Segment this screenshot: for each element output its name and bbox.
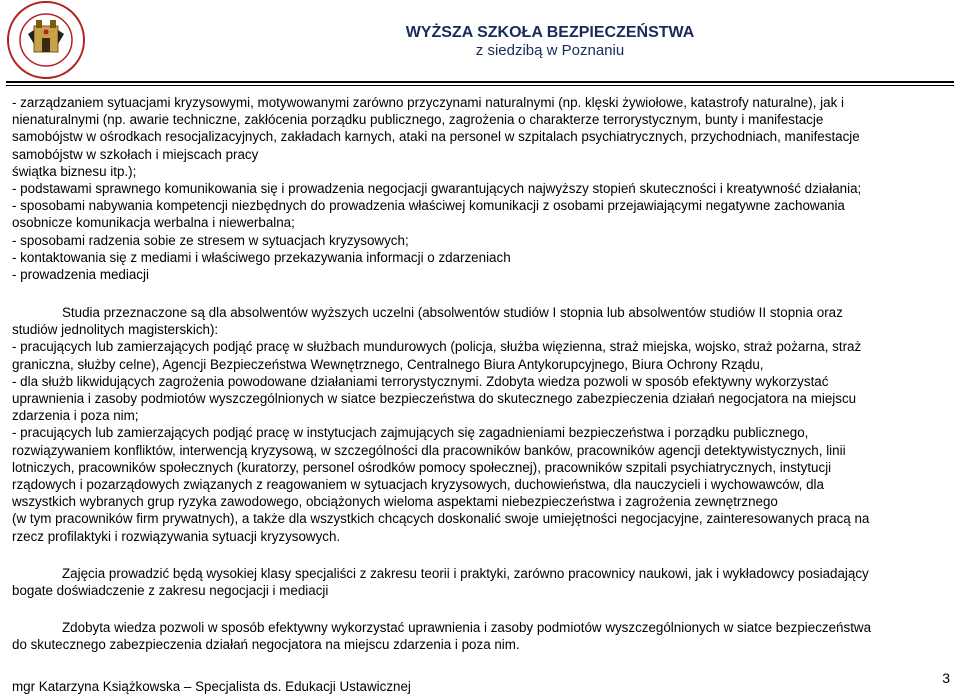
text-line: - podstawami sprawnego komunikowania się i prowadzenia negocjacji gwarantujących najwyższy stopień skuteczności i kreatywność działania; [12,180,862,196]
text-line: do skutecznego zabezpieczenia działań negocjatora na miejscu zdarzenia i poza nim. [12,637,520,653]
text-line: rządowych i pozarządowych związanych z reagowaniem w sytuacjach kryzysowych, duchowieństwa, dla nauczycieli i wychowawców, dla [12,476,824,492]
text-line: - zarządzaniem sytuacjami kryzysowymi, motywowanymi zarówno przyczynami naturalnymi (np. klęski żywiołowe, katastrofy naturalne), jak i [12,95,844,110]
paragraph-first-line: Zajęcia prowadzić będą wysokiej klasy specjaliści z zakresu teorii i praktyki, zarówno pracownicy naukowi, jak i wykładowcy posiadający [62,565,869,581]
text-line: - pracujących lub zamierzających podjąć pracę w służbach mundurowych (policja, służba więzienna, straż miejska, wojsko, straż pożarna, straż [12,339,862,355]
text-line: - pracujących lub zamierzających podjąć pracę w instytucjach zajmujących się zagadnieniami bezpieczeństwa i porządku publicznego, [12,425,809,441]
text-line: samobójstw w szkołach i miejscach pracy [12,146,259,162]
text-line: - kontaktowania się z mediami i właściwego przekazywania informacji o zdarzeniach [12,249,511,265]
school-logo [6,0,86,80]
paragraph-first-line: Zdobyta wiedza pozwoli w sposób efektywny wykorzystać uprawnienia i zasoby podmiotów wyszczególnionych w siatce bezpieczeństwa [62,620,872,636]
text-line: (w tym pracowników firm prywatnych), a także dla wszystkich chcących doskonalić swoje umiejętności negocjacyjne, zainteresowanych pracą na [12,511,870,527]
text-line: bogate doświadczenie z zakresu negocjacji i mediacji [12,582,329,598]
page-number: 3 [942,670,950,686]
text-line: - dla służb likwidujących zagrożenia powodowane działaniami terrorystycznymi. Zdobyta wiedza pozwoli w sposób efektywny wykorzystać [12,373,829,389]
text-line: studiów jednolitych magisterskich): [12,322,219,338]
header-divider-thin [6,85,954,86]
text-line: osobnicze komunikacja werbalna i niewerbalna; [12,215,295,231]
school-name: WYŻSZA SZKOŁA BEZPIECZEŃSTWA [405,24,695,41]
text-line: uprawnienia i zasoby podmiotów wyszczególnionych w siatce bezpieczeństwa do skutecznego zabezpieczenia działań negocjatora na miejscu [12,391,857,406]
header-divider [6,81,954,83]
text-line: wszystkich wybranych grup ryzyka zawodowego, obciążonych wieloma aspektami niebezpieczeństwa i zagrożenia zewnętrznego [12,494,778,510]
text-line: - prowadzenia mediacji [12,266,149,282]
footer-author: mgr Katarzyna Książkowska – Specjalista ds. Edukacji Ustawicznej [12,679,411,694]
text-line: samobójstw w ośrodkach resocjalizacyjnych, zakładach karnych, ataki na personel w szpitalach psychiatrycznych, przychodniach, manifestacje [12,129,860,145]
text-line: świątka biznesu itp.); [12,163,137,179]
paragraph-first-line: Studia przeznaczone są dla absolwentów wyższych uczelni (absolwentów studiów I stopnia lub absolwentów studiów II stopnia oraz [62,305,843,321]
text-line: nienaturalnymi (np. awarie techniczne, zakłócenia porządku publicznego, zagrożenia o charakterze terrorystycznym, bunty i manifestacje [12,112,824,128]
text-line: lotniczych, pracowników społecznych (kuratorzy, personel ośrodków pomocy społecznej), pracowników szpitali psychiatrycznych, instytucji [12,459,832,475]
text-line: - sposobami nabywania kompetencji niezbędnych do prowadzenia właściwej komunikacji z osobami przejawiającymi negatywne zachowania [12,198,845,214]
text-line: - sposobami radzenia sobie ze stresem w sytuacjach kryzysowych; [12,232,409,248]
document-body [12,94,958,653]
text-line: zdarzenia i poza nim; [12,408,139,424]
text-line: rzecz profilaktyki i rozwiązywania sytuacji kryzysowych. [12,528,341,544]
text-line: rozwiązywaniem konfliktów, interwencją kryzysową, w szczególności dla pracowników banków, pracowników agencji detektywistycznych, linii [12,442,846,458]
text-line: graniczna, służby celne), Agencji Bezpieczeństwa Wewnętrznego, Centralnego Biura Antykorupcyjnego, Biura Ochrony Rządu, [12,356,764,372]
school-location: z siedzibą w Poznaniu [475,42,625,59]
